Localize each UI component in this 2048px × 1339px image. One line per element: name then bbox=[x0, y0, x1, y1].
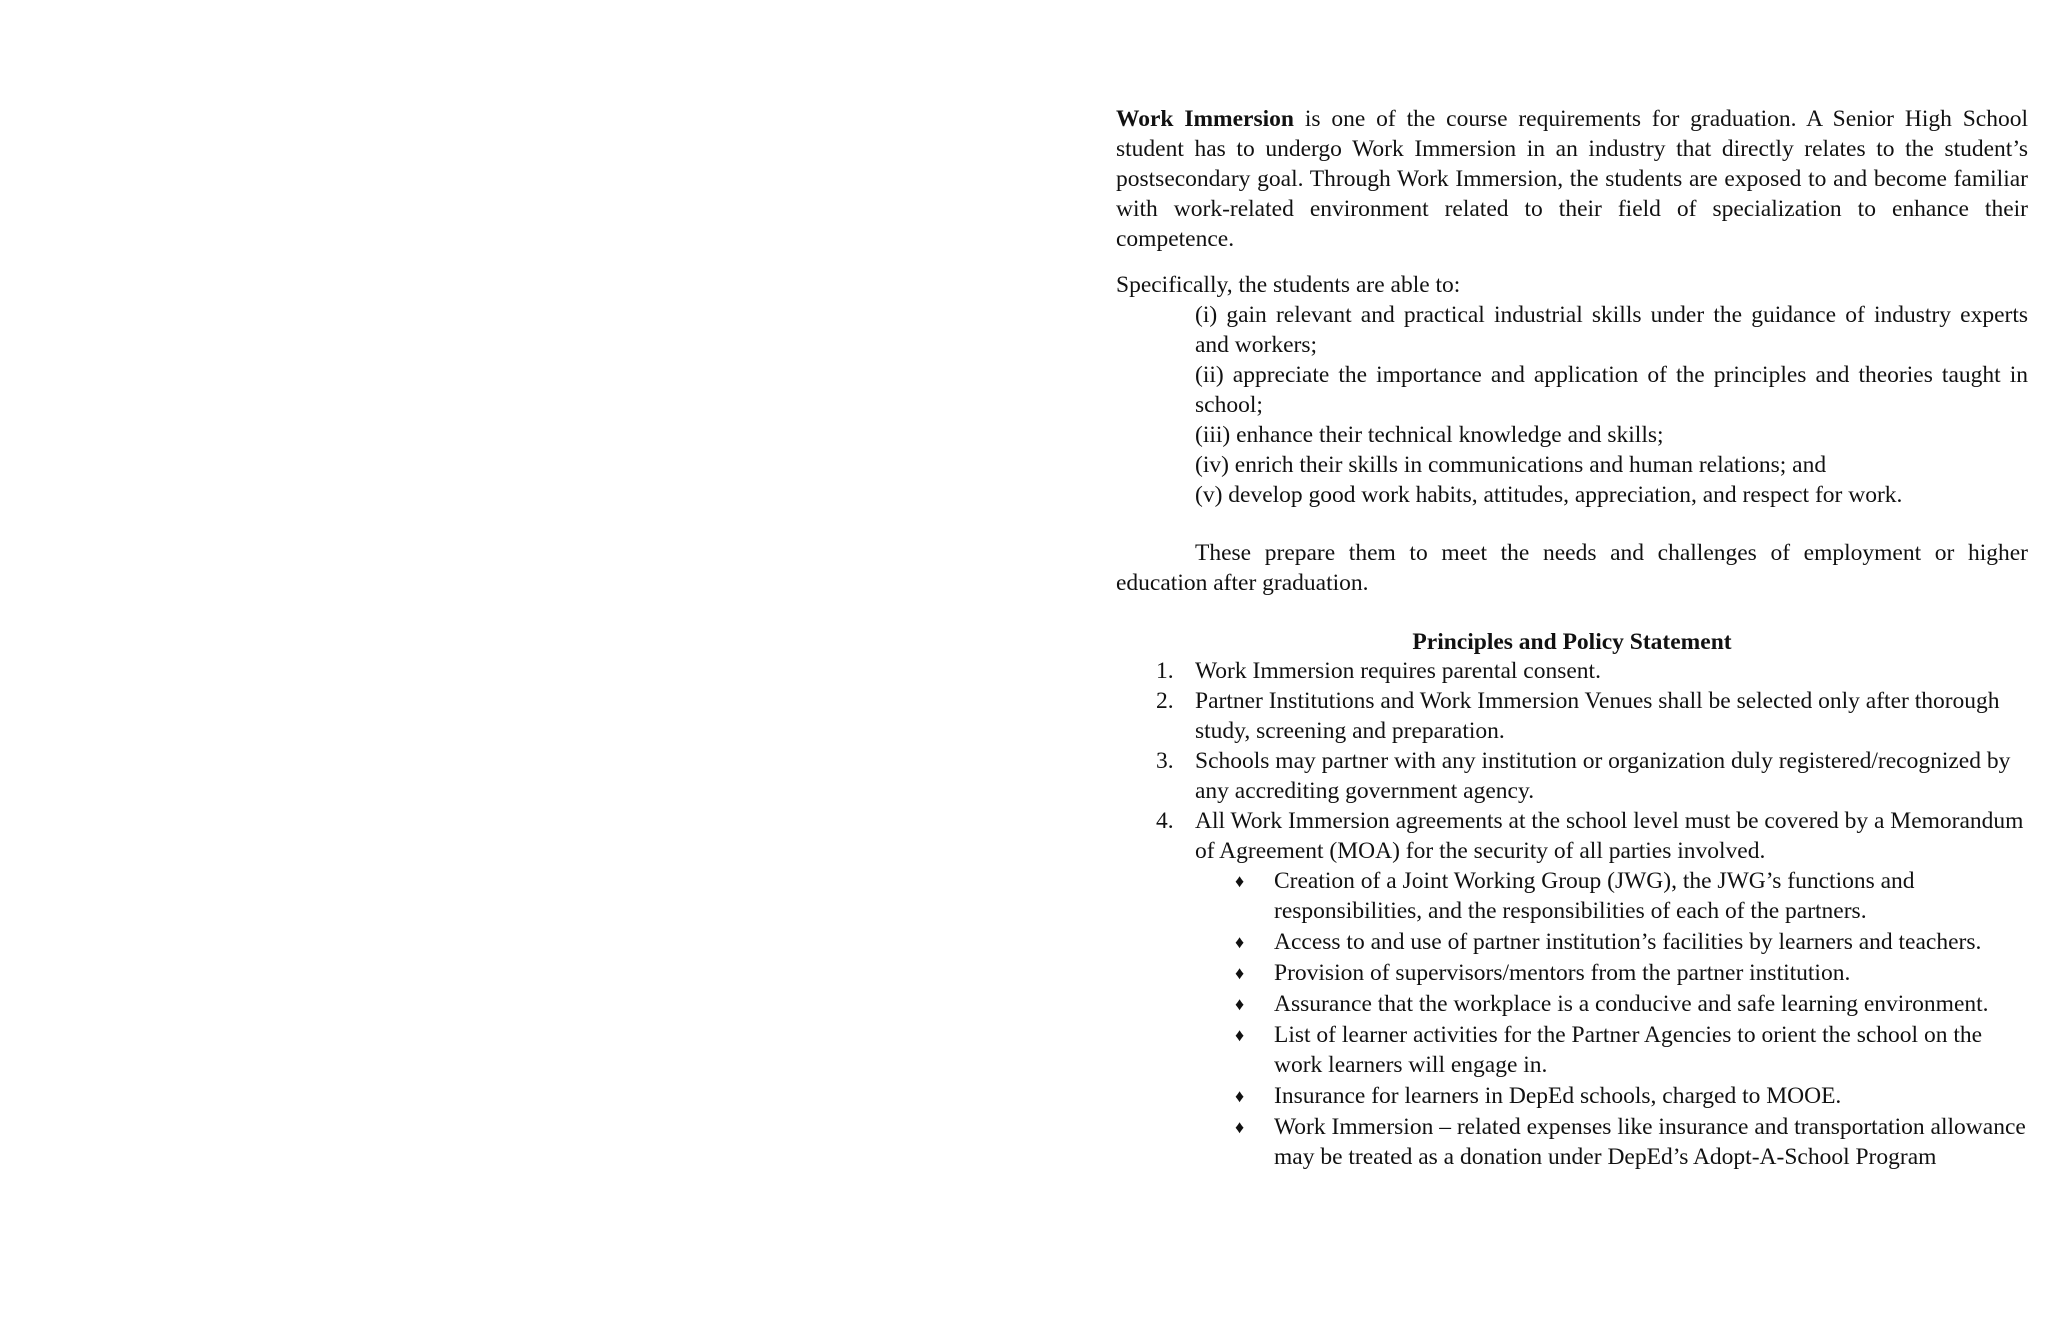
diamond-bullet-icon: ♦ bbox=[1235, 1025, 1245, 1045]
bullet-text: Assurance that the workplace is a conducive and safe learning environment. bbox=[1274, 991, 1989, 1017]
principle-item bbox=[1116, 656, 2028, 686]
bullet-item bbox=[1195, 958, 2028, 988]
objective-item: (v) develop good work habits, attitudes, appreciation, and respect for work. bbox=[1195, 482, 1903, 508]
objective-item: (ii) appreciate the importance and application of the principles and theories taught in school; bbox=[1195, 362, 2028, 418]
bullet-text: Creation of a Joint Working Group (JWG), the JWG’s functions and responsibilities, and the responsibilities of each of the partners. bbox=[1274, 868, 1915, 924]
principles-list bbox=[1116, 656, 2028, 866]
principle-number: 2. bbox=[1156, 688, 1174, 714]
bullet-text: Provision of supervisors/mentors from the partner institution. bbox=[1274, 960, 1851, 986]
intro-paragraph bbox=[1116, 104, 2028, 254]
bullet-text: Work Immersion – related expenses like insurance and transportation allowance may be treated as a donation under DepEd’s Adopt-A-School Program bbox=[1274, 1114, 2026, 1170]
principle-item bbox=[1116, 686, 2028, 746]
bullet-text: Access to and use of partner institution’s facilities by learners and teachers. bbox=[1274, 929, 1982, 955]
section-title: Principles and Policy Statement bbox=[1412, 629, 1732, 655]
diamond-bullet-icon: ♦ bbox=[1235, 994, 1245, 1014]
principle-text: All Work Immersion agreements at the school level must be covered by a Memorandum of Agreement (MOA) for the security of all parties involved. bbox=[1195, 808, 2024, 864]
closing-paragraph: These prepare them to meet the needs and challenges of employment or higher education after graduation. bbox=[1116, 540, 2028, 596]
objectives-lead: Specifically, the students are able to: bbox=[1116, 272, 1461, 298]
principle-text: Schools may partner with any institution or organization duly registered/recognized by any accrediting government agency. bbox=[1195, 748, 2011, 804]
diamond-bullet-icon: ♦ bbox=[1235, 963, 1245, 983]
principle-number: 4. bbox=[1156, 808, 1174, 834]
principle-item bbox=[1116, 806, 2028, 866]
bullet-item bbox=[1195, 927, 2028, 957]
principle-number: 1. bbox=[1156, 658, 1174, 684]
objective-item: (iii) enhance their technical knowledge and skills; bbox=[1195, 422, 1664, 448]
bullet-text: List of learner activities for the Partner Agencies to orient the school on the work learners will engage in. bbox=[1274, 1022, 1983, 1078]
bullet-text: Insurance for learners in DepEd schools, charged to MOOE. bbox=[1274, 1083, 1842, 1109]
principle-text: Work Immersion requires parental consent. bbox=[1195, 658, 1601, 684]
intro-term: Work Immersion bbox=[1116, 106, 1294, 132]
diamond-bullet-icon: ♦ bbox=[1235, 1117, 1245, 1137]
objective-item: (iv) enrich their skills in communications and human relations; and bbox=[1195, 452, 1827, 478]
document-page bbox=[1116, 104, 2028, 1173]
principle-text: Partner Institutions and Work Immersion Venues shall be selected only after thorough study, screening and preparation. bbox=[1195, 688, 2000, 744]
bullet-item bbox=[1195, 989, 2028, 1019]
diamond-bullet-icon: ♦ bbox=[1235, 1086, 1245, 1106]
principle-number: 3. bbox=[1156, 748, 1174, 774]
diamond-bullet-icon: ♦ bbox=[1235, 871, 1245, 891]
bullet-item bbox=[1195, 1112, 2028, 1172]
intro-text: is one of the course requirements for graduation. A Senior High School student has to undergo Work Immersion in an industry that directly relates to the student’s postsecondary goal. Through Work Immersion, the students are exposed to and become familiar with work-related environment related to their field of specialization to enhance their competence. bbox=[1116, 106, 2028, 252]
diamond-bullet-icon: ♦ bbox=[1235, 932, 1245, 952]
principle-item bbox=[1116, 746, 2028, 806]
bullet-item bbox=[1195, 866, 2028, 926]
objectives-list bbox=[1116, 300, 2028, 510]
moa-bullet-list bbox=[1116, 866, 2028, 1172]
bullet-item bbox=[1195, 1081, 2028, 1111]
objective-item: (i) gain relevant and practical industrial skills under the guidance of industry experts and workers; bbox=[1195, 302, 2028, 358]
bullet-item bbox=[1195, 1020, 2028, 1080]
